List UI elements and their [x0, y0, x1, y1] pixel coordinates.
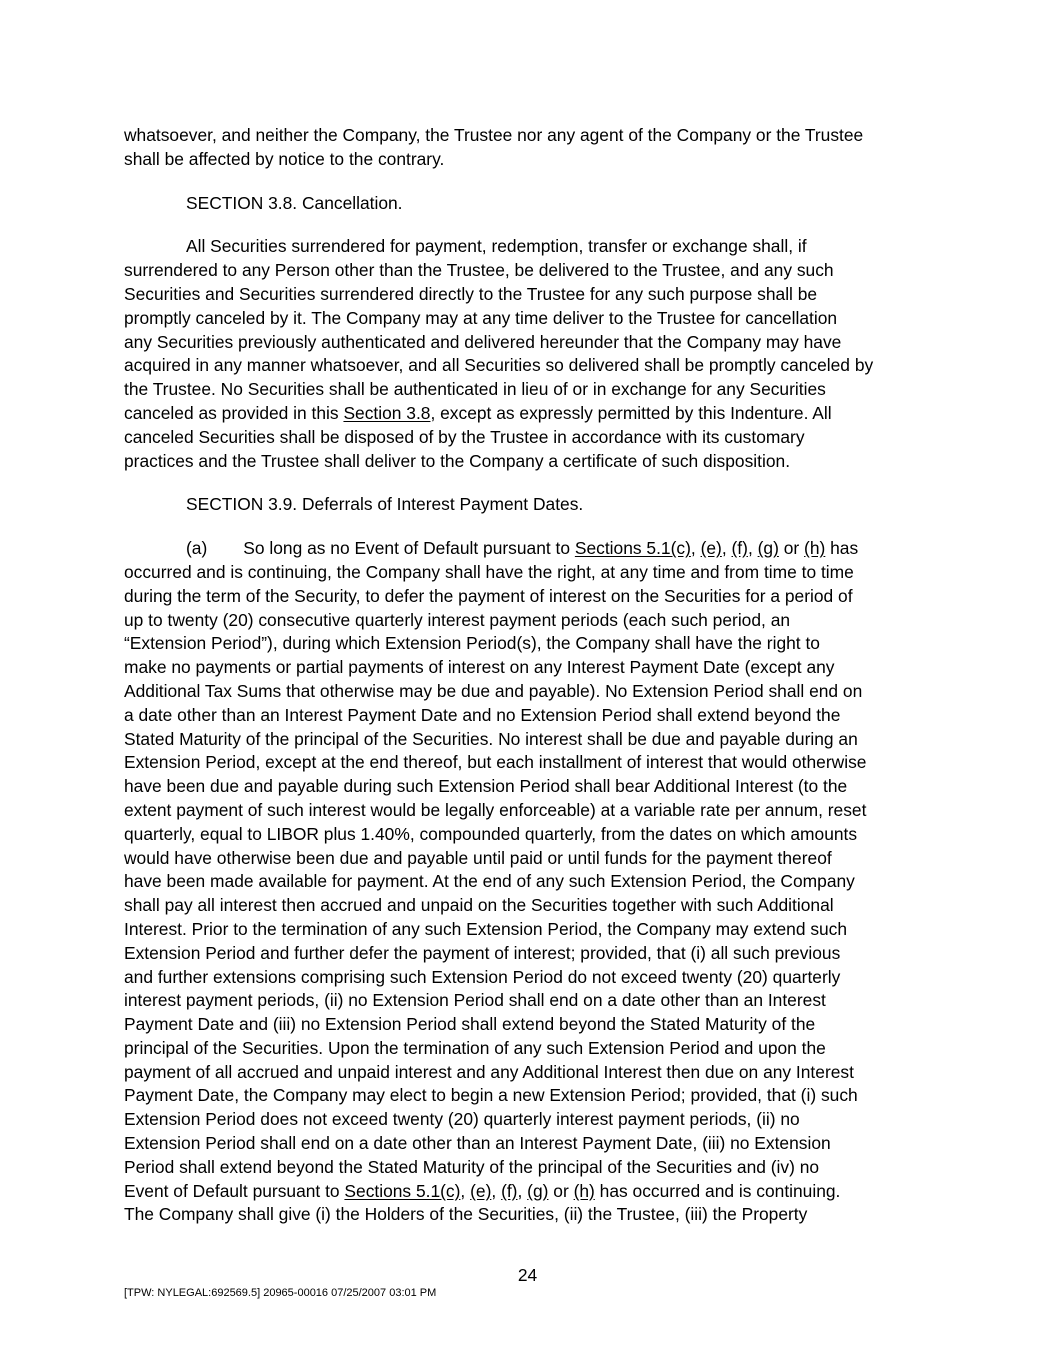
document-body: [124, 124, 934, 1227]
text-line: and further extensions comprising such Extension Period do not exceed twenty (20) quarterly: [124, 966, 841, 987]
section-3-9-a-paragraph: [124, 537, 934, 1227]
text-span: , except as expressly permitted by this Indenture. All: [430, 402, 832, 423]
text-line: (a) So long as no Event of Default pursuant to Sections 5.1(c), (e), (f), (g) or (h) has: [186, 538, 859, 559]
text-line: Payment Date and (iii) no Extension Period shall extend beyond the Stated Maturity of the: [124, 1014, 816, 1035]
text-line: Event of Default pursuant to Sections 5.1(c), (e), (f), (g) or (h) has occurred and is continuing.: [124, 1180, 841, 1201]
text-line: shall pay all interest then accrued and unpaid on the Securities together with such Additional: [124, 895, 834, 916]
section-3-8-heading: SECTION 3.8. Cancellation.: [186, 192, 403, 213]
text-line: Extension Period does not exceed twenty (20) quarterly interest payment periods, (ii) no: [124, 1109, 800, 1130]
ref-g: (g): [527, 1180, 549, 1201]
sections-5-1-c-reference: Sections 5.1(c): [344, 1180, 461, 1201]
text-line: any Securities previously authenticated and delivered hereunder that the Company may have: [124, 331, 842, 352]
text-line: Securities and Securities surrendered directly to the Trustee for any such purpose shall be: [124, 283, 818, 304]
text-line: Stated Maturity of the principal of the Securities. No interest shall be due and payable during an: [124, 728, 858, 749]
text-line: extent payment of such interest would be legally enforceable) at a variable rate per annum, reset: [124, 799, 867, 820]
ref-f: (f): [731, 538, 748, 559]
text-span: So long as no Event of Default pursuant to: [243, 538, 575, 559]
text-line: have been made available for payment. At the end of any such Extension Period, the Company: [124, 871, 855, 892]
text-span: canceled as provided in this: [124, 402, 344, 423]
document-footer: [TPW: NYLEGAL:692569.5] 20965-00016 07/25/2007 03:01 PM: [124, 1287, 437, 1299]
text-line: whatsoever, and neither the Company, the Trustee nor any agent of the Company or the Trustee: [124, 125, 864, 145]
clause-label: (a): [186, 538, 208, 559]
ref-f: (f): [501, 1180, 518, 1201]
text-line: have been due and payable during such Extension Period shall bear Additional Interest (to the: [124, 776, 848, 797]
text-line: principal of the Securities. Upon the termination of any such Extension Period and upon the: [124, 1037, 826, 1058]
text-line: would have otherwise been due and payable until paid or until funds for the payment thereof: [124, 847, 832, 868]
text-line: during the term of the Security, to defer the payment of interest on the Securities for a period of: [124, 585, 853, 606]
ref-h: (h): [804, 538, 826, 559]
text-line: up to twenty (20) consecutive quarterly interest payment periods (each such period, an: [124, 609, 791, 630]
text-line: interest payment periods, (ii) no Extension Period shall end on a date other than an Interest: [124, 990, 826, 1011]
text-line: “Extension Period”), during which Extension Period(s), the Company shall have the right to: [124, 633, 820, 654]
text-line: promptly canceled by it. The Company may at any time deliver to the Trustee for cancellation: [124, 307, 838, 328]
text-line: canceled Securities shall be disposed of by the Trustee in accordance with its customary: [124, 426, 805, 447]
text-line: the Trustee. No Securities shall be authenticated in lieu of or in exchange for any Securities: [124, 379, 826, 400]
ref-h: (h): [573, 1180, 595, 1201]
section-3-8-reference: Section 3.8: [343, 402, 431, 423]
text-line: a date other than an Interest Payment Date and no Extension Period shall extend beyond the: [124, 704, 841, 725]
text-line: Extension Period and further defer the payment of interest; provided, that (i) all such previous: [124, 942, 841, 963]
text-line: shall be affected by notice to the contrary.: [124, 148, 445, 169]
text-line: Interest. Prior to the termination of any such Extension Period, the Company may extend such: [124, 918, 848, 939]
text-line: Period shall extend beyond the Stated Maturity of the principal of the Securities and (iv) no: [124, 1156, 820, 1177]
ref-e: (e): [700, 538, 722, 559]
top-paragraph: [124, 124, 934, 172]
text-line: make no payments or partial payments of interest on any Interest Payment Date (except any: [124, 657, 835, 678]
text-line: Extension Period shall end on a date other than an Interest Payment Date, (iii) no Extension: [124, 1133, 831, 1154]
text-line: practices and the Trustee shall deliver to the Company a certificate of such disposition.: [124, 450, 791, 471]
section-3-9-heading: SECTION 3.9. Deferrals of Interest Payment Dates.: [186, 494, 584, 515]
text-line: Extension Period, except at the end thereof, but each installment of interest that would otherwise: [124, 752, 867, 773]
text-line: All Securities surrendered for payment, redemption, transfer or exchange shall, if: [186, 236, 807, 257]
sections-5-1-c-reference: Sections 5.1(c): [574, 538, 691, 559]
text-line: The Company shall give (i) the Holders of the Securities, (ii) the Trustee, (iii) the Property: [124, 1204, 808, 1225]
text-line: quarterly, equal to LIBOR plus 1.40%, compounded quarterly, from the dates on which amounts: [124, 823, 858, 844]
text-line: payment of all accrued and unpaid interest and any Additional Interest then due on any Interest: [124, 1061, 854, 1082]
page-number: 24: [517, 1265, 538, 1285]
text-line: Additional Tax Sums that otherwise may be due and payable). No Extension Period shall end on: [124, 680, 863, 701]
text-line: occurred and is continuing, the Company shall have the right, at any time and from time to time: [124, 561, 854, 582]
text-line: acquired in any manner whatsoever, and all Securities so delivered shall be promptly canceled by: [124, 355, 874, 376]
text-line: surrendered to any Person other than the Trustee, be delivered to the Trustee, and any such: [124, 260, 834, 281]
ref-e: (e): [470, 1180, 492, 1201]
ref-g: (g): [757, 538, 779, 559]
section-3-8-paragraph: [124, 235, 934, 473]
text-line: Payment Date, the Company may elect to begin a new Extension Period; provided, that (i) such: [124, 1085, 858, 1106]
text-line: [124, 402, 934, 426]
